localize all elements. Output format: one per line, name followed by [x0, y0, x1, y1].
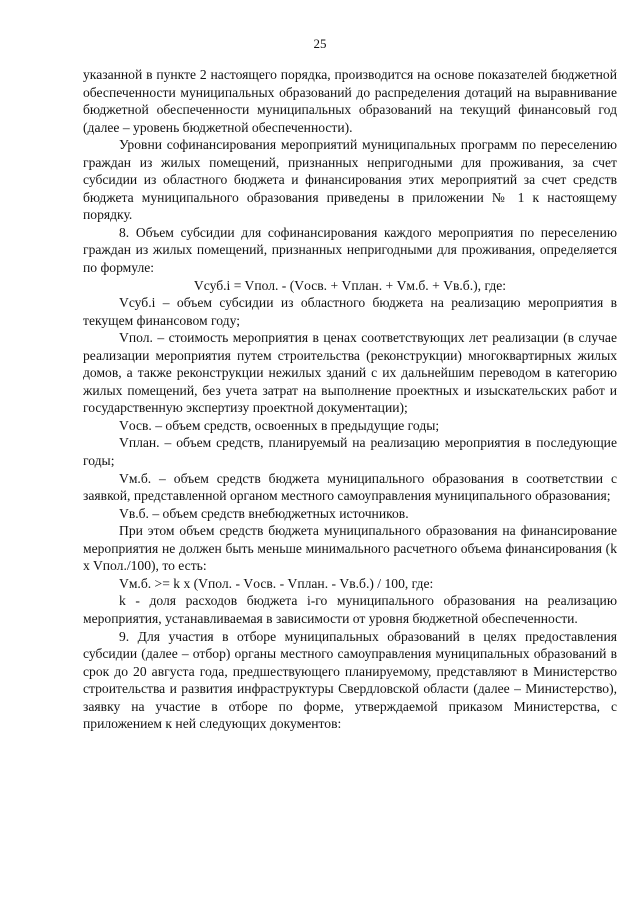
definition-vvb: Vв.б. – объем средств внебюджетных источников.	[119, 505, 409, 521]
definition-k: k - доля расходов бюджета i-го муниципального образования на реализацию мероприятия, устанавливаемая в зависимости от уровня бюджетной обеспеченности.	[83, 593, 617, 626]
definition-vmb: Vм.б. – объем средств бюджета муниципального образования в соответствии с заявкой, представленной органом местного самоуправления муниципального образования;	[83, 470, 617, 504]
formula-minimum-volume: Vм.б. >= k x (Vпол. - Vосв. - Vплан. - Vв.б.) / 100, где:	[119, 575, 434, 591]
paragraph-item-8: 8. Объем субсидии для софинансирования каждого мероприятия по переселению граждан из жилых помещений, признанных непригодными для проживания, определяется по формуле:	[83, 224, 617, 276]
document-body	[83, 66, 617, 733]
definition-vpol: Vпол. – стоимость мероприятия в ценах соответствующих лет реализации (в случае реализации мероприятия путем строительства (реконструкции) многоквартирных жилых домов, а также реконструкции нежилых зданий с их дальнейшим переводом в категорию жилых помещений, без учета затрат на выполнение проектных и изыскательских работ и государственную экспертизу проектной документации);	[83, 330, 617, 416]
formula-subsidy: Vсуб.i = Vпол. - (Vосв. + Vплан. + Vм.б. + Vв.б.), где:	[193, 277, 507, 293]
page-number: 25	[313, 36, 327, 51]
definition-vosv: Vосв. – объем средств, освоенных в предыдущие годы;	[119, 417, 440, 433]
paragraph-item-9: 9. Для участия в отборе муниципальных образований в целях предоставления субсидии (далее – отбор) органы местного самоуправления муниципальных образований в срок до 20 августа года, предшествующего планируемому, представляют в Министерство строительства и развития инфраструктуры Свердловской области (далее – Министерство), заявку на участие в отборе по форме, утверждаемой приказом Министерства, с приложением к ней следующих документов:	[83, 628, 617, 732]
paragraph-leveling-basis: указанной в пункте 2 настоящего порядка, производится на основе показателей бюджетной обеспеченности муниципальных образований до распределения дотаций на выравнивание бюджетной обеспеченности муниципальных образований на текущий финансовый год (далее – уровень бюджетной обеспеченности).	[83, 67, 617, 135]
definition-vplan: Vплан. – объем средств, планируемый на реализацию мероприятия в последующие годы;	[83, 435, 617, 469]
paragraph-minimum-volume: При этом объем средств бюджета муниципального образования на финансирование мероприятия не должен быть меньше минимального расчетного объема финансирования (k x Vпол./100), то есть:	[83, 523, 617, 574]
definition-vsub: Vсуб.i – объем субсидии из областного бюджета на реализацию мероприятия в текущем финансовом году;	[83, 295, 617, 328]
paragraph-cofinancing-levels: Уровни софинансирования мероприятий муниципальных программ по переселению граждан из жилых помещений, признанных непригодными для проживания, за счет субсидии из областного бюджета и финансирования этих мероприятий за счет средств бюджета муниципального образования приведены в приложении № 1 к настоящему порядку.	[83, 137, 617, 223]
